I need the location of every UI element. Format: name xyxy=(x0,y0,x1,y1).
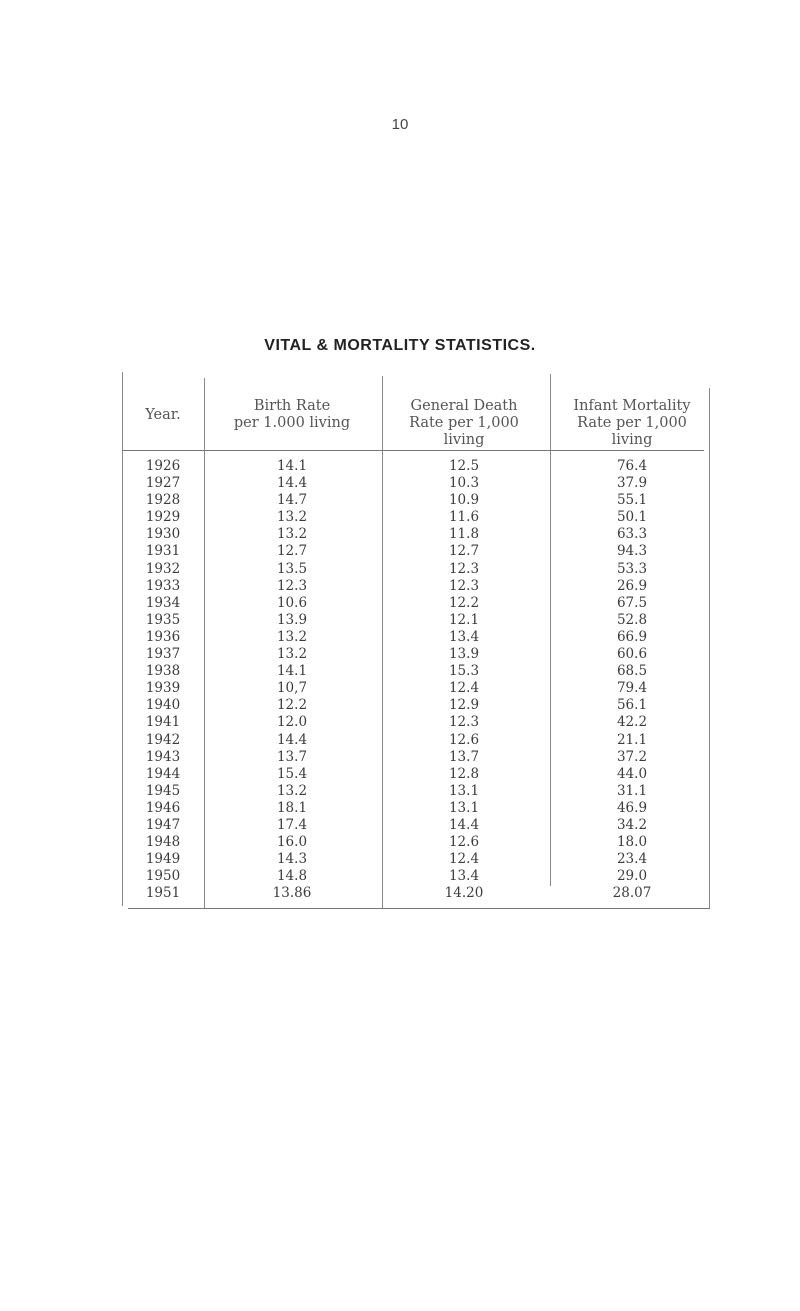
table-row xyxy=(122,612,710,629)
birth-rate-cell: 10,7 xyxy=(276,680,308,697)
death-rate-cell: 12.4 xyxy=(448,680,480,697)
birth-rate-cell: 14.8 xyxy=(276,868,308,885)
death-rate-cell: 13.1 xyxy=(448,782,480,799)
birth-rate-cell: 14.1 xyxy=(276,458,308,474)
death-rate-cell: 13.4 xyxy=(448,868,480,885)
header-birth-rate-line-1: Birth Rate xyxy=(253,398,331,414)
header-infant-mortality-line-3: living xyxy=(611,432,653,448)
table-row xyxy=(122,714,710,731)
page-title: VITAL & MORTALITY STATISTICS. xyxy=(264,337,536,354)
death-rate-cell: 12.3 xyxy=(448,714,480,731)
table-row xyxy=(122,475,710,492)
infant-mortality-cell: 53.3 xyxy=(616,560,648,577)
table-row xyxy=(122,766,710,783)
birth-rate-cell: 13.86 xyxy=(272,885,312,902)
birth-rate-cell: 13.5 xyxy=(276,560,308,577)
death-rate-cell: 12.5 xyxy=(448,458,480,474)
table-row xyxy=(122,732,710,749)
birth-rate-cell: 12.2 xyxy=(276,697,308,714)
infant-mortality-cell: 29.0 xyxy=(616,868,648,885)
page-number: 10 xyxy=(391,116,409,133)
year-cell: 1930 xyxy=(145,526,181,543)
infant-mortality-cell: 79.4 xyxy=(616,680,648,697)
infant-mortality-cell: 60.6 xyxy=(616,646,648,663)
death-rate-cell: 12.3 xyxy=(448,560,480,577)
year-cell: 1928 xyxy=(145,492,181,509)
table-row xyxy=(122,526,710,543)
death-rate-cell: 11.8 xyxy=(448,526,480,543)
death-rate-cell: 10.9 xyxy=(448,492,480,509)
year-cell: 1950 xyxy=(145,868,181,885)
year-cell: 1948 xyxy=(145,834,181,851)
infant-mortality-cell: 34.2 xyxy=(616,816,648,833)
infant-mortality-cell: 63.3 xyxy=(616,526,648,543)
death-rate-cell: 13.1 xyxy=(448,799,480,816)
infant-mortality-cell: 44.0 xyxy=(616,765,648,782)
year-cell: 1938 xyxy=(145,663,181,680)
year-cell: 1949 xyxy=(145,851,181,868)
table-row xyxy=(122,646,710,663)
birth-rate-cell: 13.7 xyxy=(276,748,308,765)
header-year-label: Year. xyxy=(145,407,181,423)
header-death-rate-line-2: Rate per 1,000 xyxy=(409,415,519,431)
death-rate-cell: 12.4 xyxy=(448,851,480,868)
death-rate-cell: 12.1 xyxy=(448,611,480,628)
year-cell: 1934 xyxy=(145,594,181,611)
year-cell: 1939 xyxy=(145,680,181,697)
death-rate-cell: 10.3 xyxy=(448,475,480,492)
table-row xyxy=(122,509,710,526)
year-cell: 1945 xyxy=(145,782,181,799)
infant-mortality-cell: 50.1 xyxy=(616,509,648,526)
header-rule xyxy=(122,450,704,451)
birth-rate-cell: 14.1 xyxy=(276,663,308,680)
death-rate-cell: 12.9 xyxy=(448,697,480,714)
year-cell: 1936 xyxy=(145,628,181,645)
table-row xyxy=(122,885,710,902)
death-rate-cell: 12.2 xyxy=(448,594,480,611)
infant-mortality-cell: 94.3 xyxy=(616,543,648,560)
infant-mortality-cell: 26.9 xyxy=(616,577,648,594)
birth-rate-cell: 18.1 xyxy=(276,799,308,816)
year-cell: 1927 xyxy=(145,475,181,492)
birth-rate-cell: 14.7 xyxy=(276,492,308,509)
header-birth-rate-line-2: per 1.000 living xyxy=(233,415,351,431)
birth-rate-cell: 12.0 xyxy=(276,714,308,731)
table-row xyxy=(122,783,710,800)
death-rate-cell: 12.6 xyxy=(448,834,480,851)
birth-rate-cell: 10.6 xyxy=(276,594,308,611)
year-cell: 1933 xyxy=(145,577,181,594)
table-row xyxy=(122,578,710,595)
birth-rate-cell: 15.4 xyxy=(276,765,308,782)
table-row xyxy=(122,595,710,612)
table-bottom-border xyxy=(128,908,710,909)
birth-rate-cell: 13.2 xyxy=(276,509,308,526)
table-row xyxy=(122,543,710,560)
birth-rate-cell: 16.0 xyxy=(276,834,308,851)
header-death-rate-line-3: living xyxy=(443,432,485,448)
header-infant-mortality-line-2: Rate per 1,000 xyxy=(577,415,687,431)
table-row xyxy=(122,492,710,509)
header-year xyxy=(122,407,204,424)
death-rate-cell: 14.20 xyxy=(444,885,484,902)
infant-mortality-cell: 56.1 xyxy=(616,697,648,714)
table-row xyxy=(122,800,710,817)
infant-mortality-cell: 28.07 xyxy=(612,885,652,902)
year-cell: 1951 xyxy=(145,885,181,902)
table-row xyxy=(122,834,710,851)
table-row xyxy=(122,697,710,714)
death-rate-cell: 15.3 xyxy=(448,663,480,680)
year-cell: 1929 xyxy=(145,509,181,526)
year-cell: 1942 xyxy=(145,731,181,748)
year-cell: 1935 xyxy=(145,611,181,628)
infant-mortality-cell: 68.5 xyxy=(616,663,648,680)
infant-mortality-cell: 52.8 xyxy=(616,611,648,628)
infant-mortality-cell: 23.4 xyxy=(616,851,648,868)
year-cell: 1931 xyxy=(145,543,181,560)
table-row xyxy=(122,629,710,646)
birth-rate-cell: 14.4 xyxy=(276,475,308,492)
header-infant-mortality xyxy=(552,398,712,449)
year-cell: 1946 xyxy=(145,799,181,816)
infant-mortality-cell: 55.1 xyxy=(616,492,648,509)
birth-rate-cell: 13.2 xyxy=(276,646,308,663)
year-cell: 1947 xyxy=(145,816,181,833)
year-cell: 1937 xyxy=(145,646,181,663)
infant-mortality-cell: 66.9 xyxy=(616,628,648,645)
table-row xyxy=(122,868,710,885)
table-body xyxy=(122,458,710,902)
birth-rate-cell: 12.7 xyxy=(276,543,308,560)
infant-mortality-cell: 37.9 xyxy=(616,475,648,492)
death-rate-cell: 11.6 xyxy=(448,509,480,526)
death-rate-cell: 14.4 xyxy=(448,816,480,833)
year-cell: 1932 xyxy=(145,560,181,577)
infant-mortality-cell: 76.4 xyxy=(616,458,648,474)
infant-mortality-cell: 46.9 xyxy=(616,799,648,816)
birth-rate-cell: 13.2 xyxy=(276,628,308,645)
death-rate-cell: 12.8 xyxy=(448,765,480,782)
birth-rate-cell: 12.3 xyxy=(276,577,308,594)
death-rate-cell: 12.3 xyxy=(448,577,480,594)
birth-rate-cell: 13.9 xyxy=(276,611,308,628)
year-cell: 1940 xyxy=(145,697,181,714)
table-row xyxy=(122,817,710,834)
table-row xyxy=(122,680,710,697)
death-rate-cell: 12.7 xyxy=(448,543,480,560)
table-row xyxy=(122,458,710,475)
table-row xyxy=(122,851,710,868)
infant-mortality-cell: 42.2 xyxy=(616,714,648,731)
birth-rate-cell: 14.4 xyxy=(276,731,308,748)
birth-rate-cell: 17.4 xyxy=(276,816,308,833)
header-death-rate xyxy=(384,398,544,449)
year-cell: 1941 xyxy=(145,714,181,731)
header-birth-rate xyxy=(202,398,382,432)
infant-mortality-cell: 31.1 xyxy=(616,782,648,799)
table-row xyxy=(122,749,710,766)
birth-rate-cell: 13.2 xyxy=(276,782,308,799)
year-cell: 1944 xyxy=(145,765,181,782)
death-rate-cell: 13.9 xyxy=(448,646,480,663)
header-death-rate-line-1: General Death xyxy=(410,398,518,414)
year-cell: 1943 xyxy=(145,748,181,765)
death-rate-cell: 13.4 xyxy=(448,628,480,645)
infant-mortality-cell: 21.1 xyxy=(616,731,648,748)
birth-rate-cell: 13.2 xyxy=(276,526,308,543)
birth-rate-cell: 14.3 xyxy=(276,851,308,868)
vital-statistics-table xyxy=(122,372,710,910)
table-row xyxy=(122,561,710,578)
infant-mortality-cell: 37.2 xyxy=(616,748,648,765)
death-rate-cell: 13.7 xyxy=(448,748,480,765)
infant-mortality-cell: 18.0 xyxy=(616,834,648,851)
header-infant-mortality-line-1: Infant Mortality xyxy=(573,398,691,414)
infant-mortality-cell: 67.5 xyxy=(616,594,648,611)
year-cell: 1926 xyxy=(145,458,181,474)
table-row xyxy=(122,663,710,680)
death-rate-cell: 12.6 xyxy=(448,731,480,748)
